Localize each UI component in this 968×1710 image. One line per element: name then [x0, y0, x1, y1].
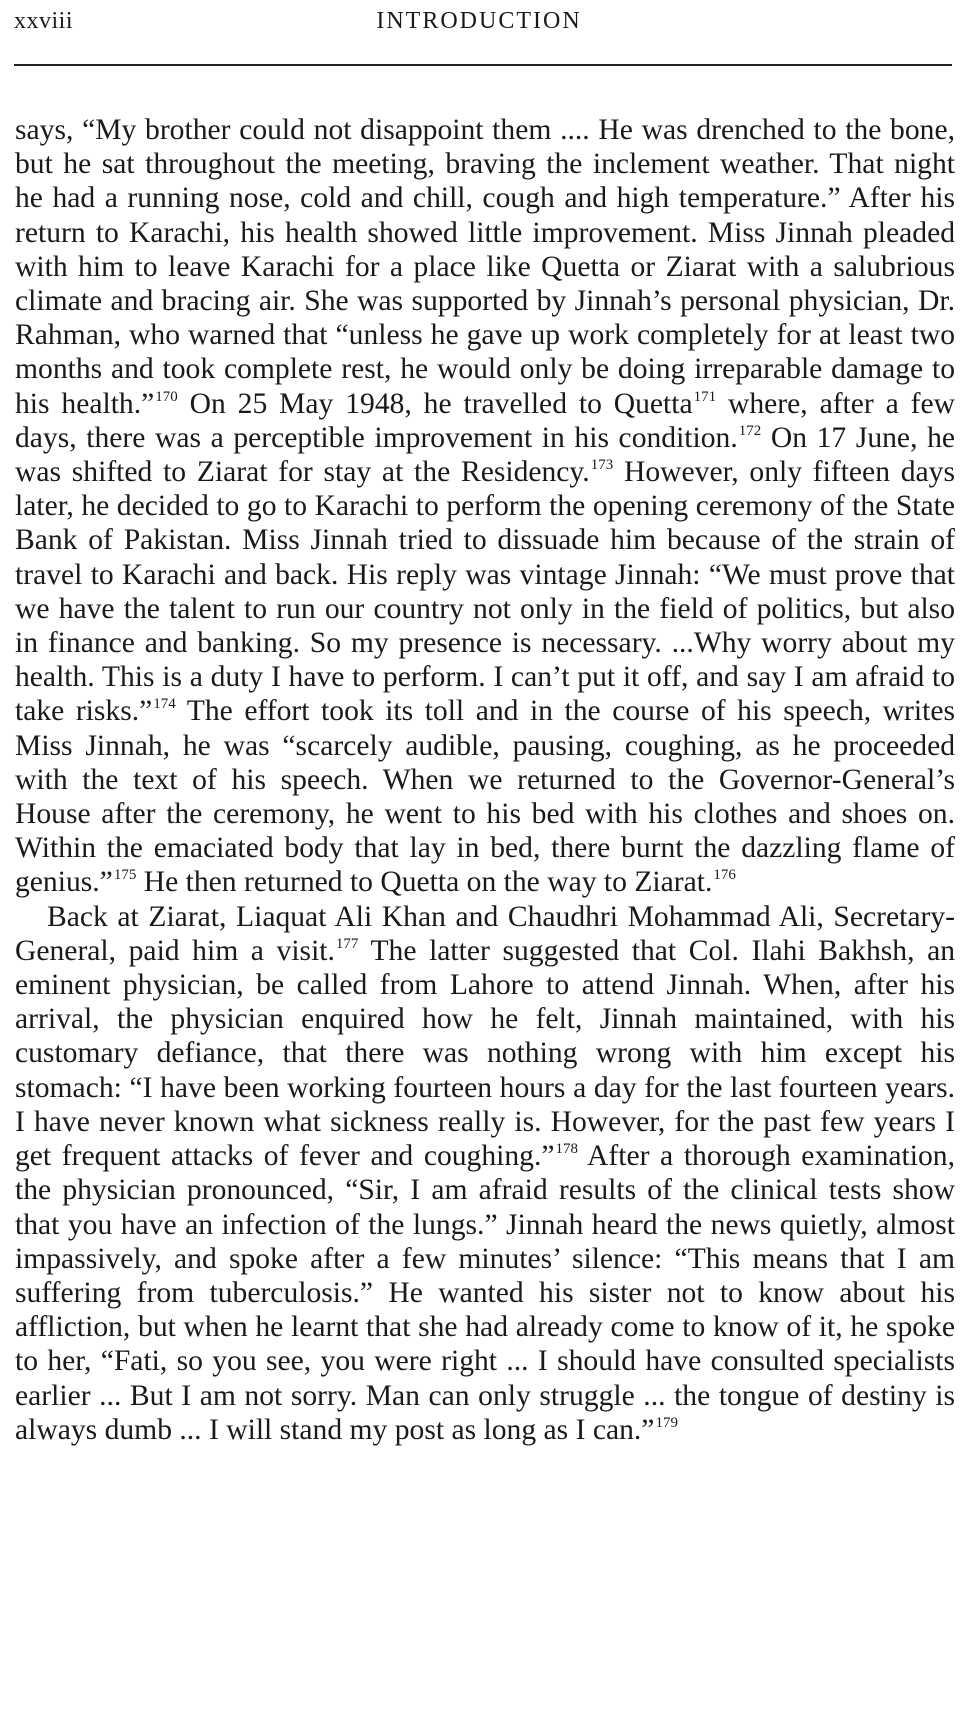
text-run: On 25 May 1948, he travelled to Quetta	[177, 387, 693, 420]
footnote-ref-172[interactable]: 172	[738, 422, 762, 439]
text-run: However, only fifteen days later, he decided to go to Karachi to perform the opening ceremony of the State Bank of Pakistan. Miss Jinnah tried to dissuade him because of the strain of travel to Karachi and back. His reply was vintage Jinnah: “We must prove that we have the talent to run our country not only in the field of politics, but also in finance and banking. So my presence is necessary. ...Why worry about my health. This is a duty I have to perform. I can’t put it off, and say I am afraid to take risks.”	[15, 456, 955, 728]
footnote-ref-178[interactable]: 178	[555, 1141, 578, 1158]
footnote-ref-173[interactable]: 173	[590, 457, 614, 474]
footnote-ref-175[interactable]: 175	[113, 867, 137, 884]
text-run: Back at Ziarat, Liaquat Ali Khan and Chaudhri Mohammad Ali, Secretary-General, paid him a visit.	[15, 900, 955, 967]
paragraph-1	[15, 113, 955, 900]
text-run: The effort took its toll and in the course of his speech, writes Miss Jinnah, he was “scarcely audible, pausing, coughing, as he proceeded with the text of his speech. When we returned to the Governor-General’s House after the ceremony, he went to his bed with his clothes and shoes on. Within the emaciated body that lay in bed, there burnt the dazzling flame of genius.”	[15, 695, 956, 899]
text-run: says, “My brother could not disappoint them .... He was drenched to the bone, but he sat throughout the meeting, braving the inclement weather. That night he had a running nose, cold and chill, cough and high temperature.” After his return to Karachi, his health showed little improvement. Miss Jinnah pleaded with him to leave Karachi for a place like Quetta or Ziarat with a salubrious climate and bracing air. She was supported by Jinnah’s personal physician, Dr. Rahman, who warned that “unless he gave up work completely for at least two months and took complete rest, he would only be doing irreparable damage to his health.”	[15, 114, 955, 420]
text-run: where, after a few days, there was a perceptible improvement in his condition.	[15, 387, 955, 454]
running-head	[14, 8, 954, 48]
text-run: He then returned to Quetta on the way to Ziarat.	[136, 866, 713, 899]
body-text	[15, 113, 955, 1447]
footnote-ref-170[interactable]: 170	[155, 388, 178, 405]
footnote-ref-177[interactable]: 177	[335, 935, 359, 952]
footnote-ref-171[interactable]: 171	[693, 388, 717, 405]
footnote-ref-176[interactable]: 176	[713, 867, 736, 884]
text-run: The latter suggested that Col. Ilahi Bakhsh, an eminent physician, be called from Lahore to attend Jinnah. When, after his arrival, the physician enquired how he felt, Jinnah maintained, with his customary defiance, that there was nothing wrong with him except his stomach: “I have been working fourteen hours a day for the last fourteen years. I have never known what sickness really is. However, for the past few years I get frequent attacks of fever and coughing.”	[15, 934, 955, 1173]
page-number: xxviii	[14, 8, 74, 34]
text-run: After a thorough examination, the physician pronounced, “Sir, I am afraid results of the clinical tests show that you have an infection of the lungs.” Jinnah heard the news quietly, almost impassively, and spoke after a few minutes’ silence: “This means that I am suffering from tuberculosis.” He wanted his sister not to know about his affliction, but when he learnt that she had already come to know of it, he spoke to her, “Fati, so you see, you were right ... I should have consulted specialists earlier ... But I am not sorry. Man can only struggle ... the tongue of destiny is always dumb ... I will stand my post as long as I can.”	[15, 1140, 955, 1446]
paragraph-2	[15, 900, 955, 1447]
footnote-ref-174[interactable]: 174	[153, 696, 176, 713]
text-run: On 17 June, he was shifted to Ziarat for stay at the Residency.	[15, 421, 955, 489]
running-title: INTRODUCTION	[376, 8, 582, 34]
header-rule	[14, 64, 952, 66]
footnote-ref-179[interactable]: 179	[655, 1414, 678, 1431]
